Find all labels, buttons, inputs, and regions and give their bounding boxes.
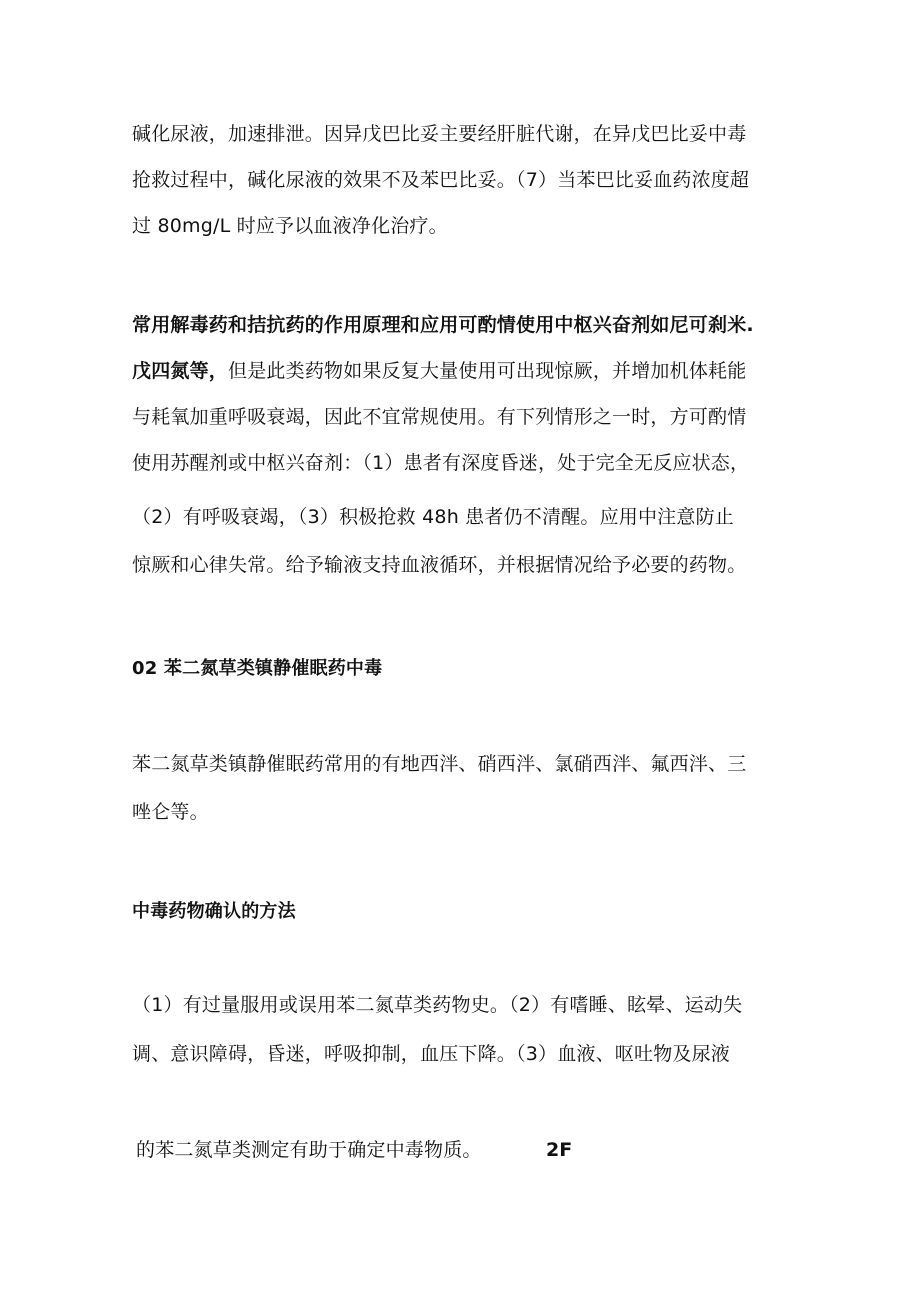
paragraph2-bold-lead: 戊四氮等， [132,360,229,382]
paragraph2-bold-line: 常用解毒药和拮抗药的作用原理和应用可酌情使用中枢兴奋剂如尼可刹米. [132,314,754,336]
paragraph1-line-1: 碱化尿液，加速排泄。因异戊巴比妥主要经肝脏代谢，在异戊巴比妥中毒 [132,123,747,145]
paragraph2-line-3: 与耗氧加重呼吸衰竭，因此不宜常规使用。有下列情形之一时，方可酌情 [132,406,747,428]
paragraph2-line-2-rest: 但是此类药物如果反复大量使用可出现惊厥，并增加机体耗能 [228,360,747,382]
paragraph5-line: 的苯二氮草类测定有助于确定中毒物质。 [136,1139,482,1161]
paragraph1-line-3: 过 80mg/L 时应予以血液净化治疗。 [132,215,448,237]
paragraph3-line-1: 苯二氮草类镇静催眠药常用的有地西泮、硝西泮、氯硝西泮、氟西泮、三 [132,753,747,775]
paragraph2-line-2 [132,359,746,383]
paragraph2-line-5: （2）有呼吸衰竭，（3）积极抢救 48h 患者仍不清醒。应用中注意防止 [132,506,734,528]
paragraph4-line-2: 调、意识障碍，昏迷，呼吸抑制，血压下降。（3）血液、呕吐物及尿液 [132,1043,730,1065]
section-heading: 02 苯二氮草类镇静催眠药中毒 [132,658,383,679]
paragraph2-line-4: 使用苏醒剂或中枢兴奋剂：（1）患者有深度昏迷，处于完全无反应状态， [132,452,750,474]
paragraph4-line-1: （1）有过量服用或误用苯二氮草类药物史。（2）有嗜睡、眩晕、运动失 [132,994,743,1016]
paragraph1-line-2: 抢救过程中，碱化尿液的效果不及苯巴比妥。（7）当苯巴比妥血药浓度超 [132,169,750,191]
page-number: 2F [546,1139,573,1161]
paragraph2-line-6: 惊厥和心律失常。给予输液支持血液循环，并根据情况给予必要的药物。 [132,554,747,576]
paragraph3-line-2: 唑仑等。 [132,801,209,823]
subheading: 中毒药物确认的方法 [132,901,296,922]
